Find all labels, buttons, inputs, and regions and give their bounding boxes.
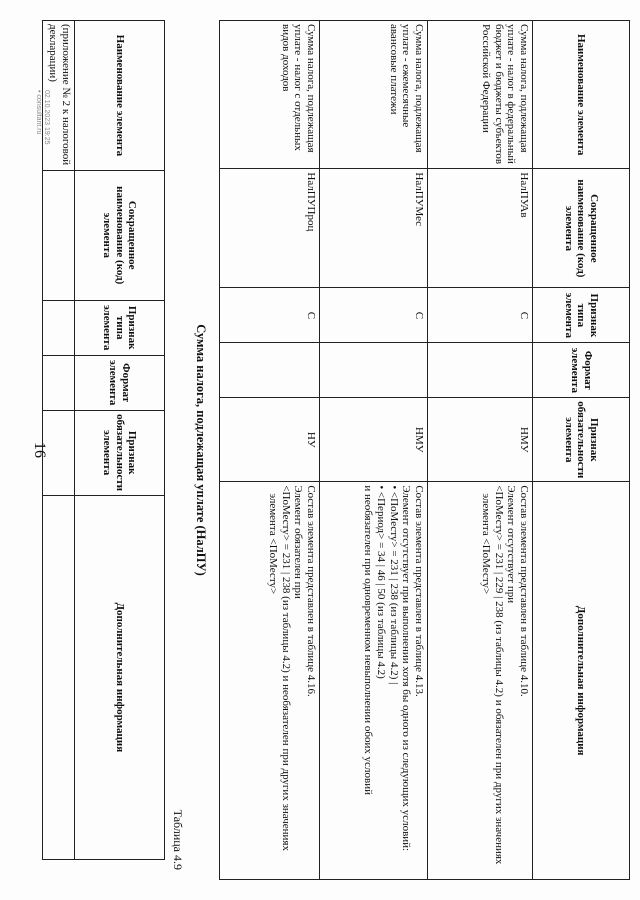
table-title: Сумма налога, подлежащая уплате (НалПУ) <box>194 324 208 576</box>
table-header-row <box>533 21 630 880</box>
table-row <box>320 21 428 880</box>
header-code: Сокращенное наименование (код) элемента <box>533 169 630 288</box>
stamp-line: • consultant.ru <box>34 90 42 135</box>
cell-name: Сумма налога, подлежащая уплате - налог с отдельных видов доходов <box>220 21 320 169</box>
info-line: Состав элемента представлен в таблице 4.10. <box>518 485 530 697</box>
cell-name: Сумма налога, подлежащая уплате - ежемесячные авансовые платежи <box>320 21 428 169</box>
page-number: 16 <box>31 442 48 458</box>
header-name: Наименование элемента <box>75 21 165 171</box>
table-top <box>42 20 165 860</box>
cell-info <box>220 482 320 880</box>
info-line: Элемент отсутствует при выполнении хотя бы одного из следующих условий: <box>400 485 413 852</box>
header-info: Дополнительная информация <box>533 482 630 880</box>
cell-type: С <box>220 288 320 343</box>
cell-code: НалПУПроц <box>220 169 320 288</box>
header-type: Признак типа элемента <box>75 300 165 355</box>
info-line: и необязателен при одновременном невыполнении обоих условий <box>362 485 375 795</box>
cell-info <box>320 482 428 880</box>
cell-name: (приложение № 2 к налоговой декларации) <box>43 21 75 171</box>
table-label: Таблица 4.9 <box>171 809 185 870</box>
header-code: Сокращенное наименование (код) элемента <box>75 170 165 300</box>
cell-code: НалПУМес <box>320 169 428 288</box>
info-line: Состав элемента представлен в таблице 4.13. <box>413 485 425 697</box>
cell-required: НУ <box>220 398 320 482</box>
print-stamp <box>33 90 50 145</box>
table-row <box>220 21 320 880</box>
header-required: Признак обязательности элемента <box>75 410 165 495</box>
info-line: <ПоМесту> = 231 | 229 | 238 (из таблицы 4.2) и обязателен при других значениях элемента <ПоМесту> <box>480 485 505 865</box>
header-info: Дополнительная информация <box>75 495 165 859</box>
cell-required: НМУ <box>320 398 428 482</box>
info-line: <ПоМесту> = 231 | 238 (из таблицы 4.2) и необязателен при других значениях элемента <ПоМесту> <box>267 485 292 851</box>
info-line: Элемент обязателен при <box>292 485 305 599</box>
cell-code: НалПУАв <box>428 169 533 288</box>
header-name: Наименование элемента <box>533 21 630 169</box>
cell-format <box>220 343 320 398</box>
header-type: Признак типа элемента <box>533 288 630 343</box>
cell-type: С <box>428 288 533 343</box>
info-line: Элемент отсутствует при <box>505 485 518 604</box>
cell-type: С <box>320 288 428 343</box>
header-required: Признак обязательности элемента <box>533 398 630 482</box>
cell-format <box>428 343 533 398</box>
table-row <box>428 21 533 880</box>
header-format: Формат элемента <box>75 355 165 410</box>
cell-info <box>428 482 533 880</box>
cell-required: НМУ <box>428 398 533 482</box>
info-line: • <ПоМесту> = 231 | 238 (из таблицы 4.2) | <box>387 485 400 685</box>
table-header-row <box>75 21 165 860</box>
header-format: Формат элемента <box>533 343 630 398</box>
table-4-9 <box>219 20 630 880</box>
cell-format <box>320 343 428 398</box>
info-line: Состав элемента представлен в таблице 4.16. <box>305 485 317 697</box>
stamp-line: 02.10.2023 19:25 <box>43 90 50 145</box>
cell-name: Сумма налога, подлежащая уплате - налог в федеральный бюджет и бюджеты субъектов Российской Федерации <box>428 21 533 169</box>
info-line: • <Период> = 34 | 46 | 50 (из таблицы 4.2) <box>375 485 388 679</box>
